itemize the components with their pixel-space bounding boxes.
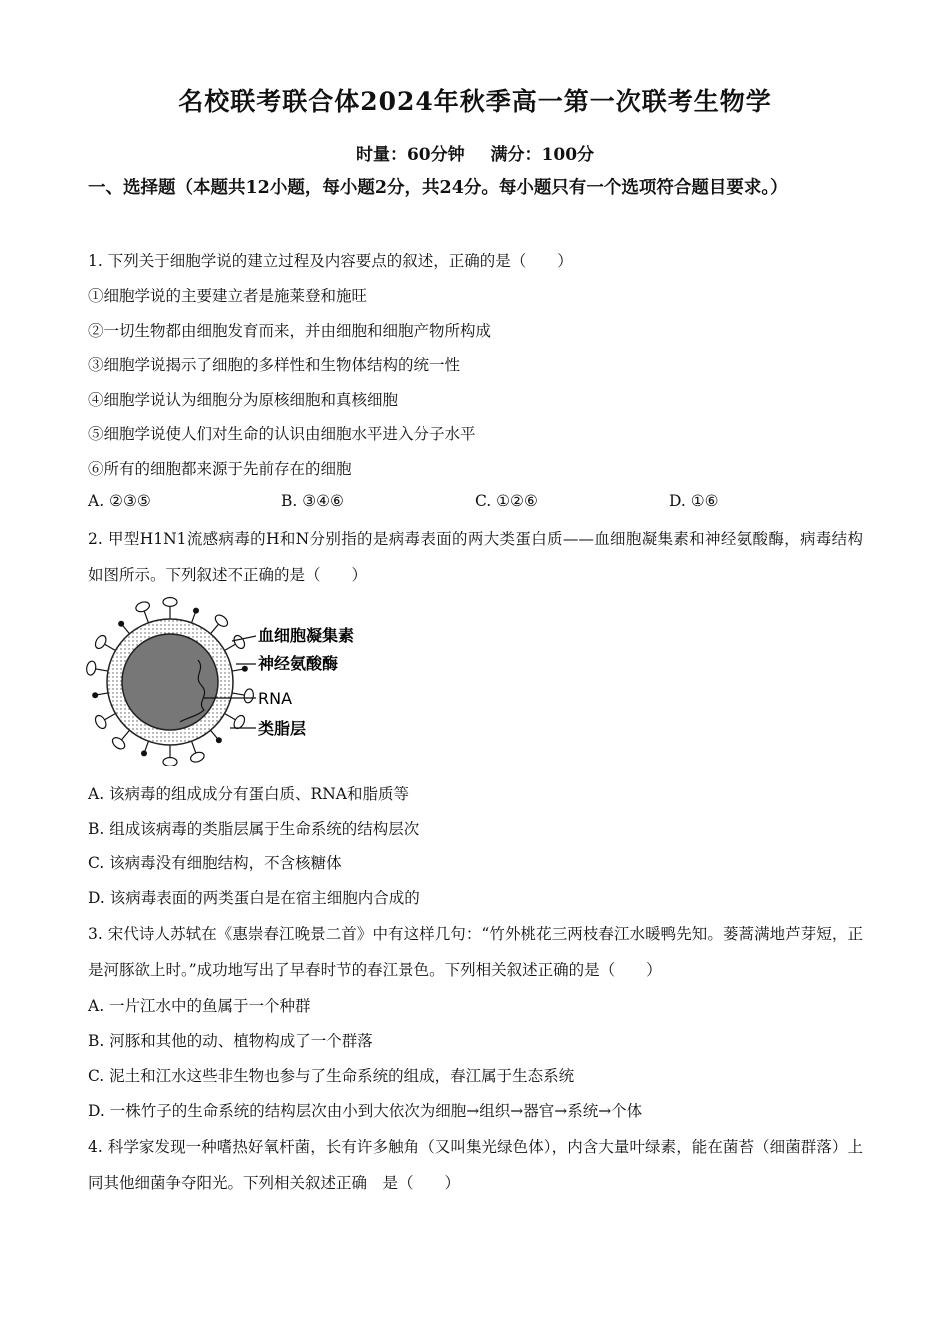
neuraminidase-spike	[216, 737, 222, 743]
q1-statement: ⑥所有的细胞都来源于先前存在的细胞	[88, 460, 352, 478]
q3-option-a[interactable]: A. 一片江水中的鱼属于一个种群	[88, 997, 311, 1015]
q2-option-a[interactable]: A. 该病毒的组成成分有蛋白质、RNA和脂质等	[88, 785, 409, 803]
hemagglutinin-spike	[163, 598, 177, 607]
hemagglutinin-spike	[93, 714, 108, 731]
q1-stem: 1. 下列关于细胞学说的建立过程及内容要点的叙述，正确的是（ ）	[88, 252, 573, 270]
neuraminidase-spike	[242, 666, 248, 672]
label-rna: RNA	[258, 689, 293, 708]
hemagglutinin-spike	[243, 688, 254, 703]
hemagglutinin-spike	[163, 758, 177, 767]
q1-option-b[interactable]: B. ③④⑥	[281, 492, 344, 510]
q1-statement: ⑤细胞学说使人们对生命的认识由细胞水平进入分子水平	[88, 425, 476, 443]
section-heading: 一、选择题（本题共12小题，每小题2分，共24分。每小题只有一个选项符合题目要求。）	[88, 178, 788, 198]
q4-stem: 4. 科学家发现一种嗜热好氧杆菌，长有许多触角（又叫集光绿色体），内含大量叶绿素，能在菌苔（细菌群落）上同其他细菌争夺阳光。下列相关叙述正确 是（ ）	[88, 1138, 863, 1192]
hemagglutinin-spike	[189, 751, 205, 764]
hemagglutinin-spike	[110, 735, 127, 751]
spike-stalk	[121, 730, 129, 740]
hemagglutinin-spike	[232, 634, 247, 651]
q2-option-c[interactable]: C. 该病毒没有细胞结构，不含核糖体	[88, 854, 342, 872]
time-limit: 时量：60分钟	[355, 145, 465, 165]
spike-stalk	[232, 693, 245, 695]
neuraminidase-spike	[193, 608, 199, 614]
virus-diagram	[80, 596, 380, 766]
q3-stem: 3. 宋代诗人苏轼在《惠崇春江晚景二首》中有这样几句：“竹外桃花三两枝春江水暖鸭先知。蒌蒿满地芦芽短，正是河豚欲上时。”成功地写出了早春时节的春江景色。下列相关叙述正确的是（ ）	[88, 925, 863, 979]
spike-stalk	[210, 624, 218, 634]
page-title: 名校联考联合体2024年秋季高一第一次联考生物学	[178, 87, 772, 116]
spike-stalk	[104, 714, 115, 721]
virus-structure-figure	[80, 596, 380, 766]
label-neuraminidase: 神经氨酸酶	[258, 654, 339, 673]
neuraminidase-spike	[118, 621, 124, 627]
q2-option-d[interactable]: D. 该病毒表面的两类蛋白是在宿主细胞内合成的	[88, 889, 420, 907]
q1-statement: ②一切生物都由细胞发育而来，并由细胞和细胞产物所构成	[88, 322, 492, 340]
q1-options	[88, 492, 868, 514]
neuraminidase-spike	[92, 692, 98, 698]
label-lipid-layer: 类脂层	[258, 719, 307, 738]
spike-stalk	[144, 611, 148, 623]
q2-stem: 2. 甲型H1N1流感病毒的H和N分别指的是病毒表面的两大类蛋白质——血细胞凝集素和神经氨酸酶，病毒结构如图所示。下列叙述不正确的是（ ）	[88, 530, 863, 584]
spike-stalk	[225, 714, 236, 721]
q1-statement: ①细胞学说的主要建立者是施莱登和施旺	[88, 287, 368, 305]
q3-option-d[interactable]: D. 一株竹子的生命系统的结构层次由小到大依次为细胞→组织→器官→系统→个体	[88, 1102, 643, 1120]
q1-option-d[interactable]: D. ①⑥	[669, 492, 719, 510]
q1-statement: ③细胞学说揭示了细胞的多样性和生物体结构的统一性	[88, 356, 461, 374]
q1-option-a[interactable]: A. ②③⑤	[88, 492, 151, 510]
hemagglutinin-spike	[86, 660, 97, 675]
core-shape	[122, 634, 218, 730]
spike-stalk	[192, 741, 196, 753]
q1-option-c[interactable]: C. ①②⑥	[475, 492, 538, 510]
spike-stalk	[95, 669, 108, 671]
q2-option-b[interactable]: B. 组成该病毒的类脂层属于生命系统的结构层次	[88, 820, 420, 838]
q1-statement: ④细胞学说认为细胞分为原核细胞和真核细胞	[88, 391, 399, 409]
q3-option-b[interactable]: B. 河豚和其他的动、植物构成了一个群落	[88, 1032, 373, 1050]
full-score: 满分：100分	[490, 145, 595, 165]
hemagglutinin-spike	[213, 613, 230, 629]
q3-option-c[interactable]: C. 泥土和江水这些非生物也参与了生命系统的组成，春江属于生态系统	[88, 1067, 575, 1085]
neuraminidase-spike	[141, 750, 147, 756]
spike-stalk	[225, 644, 236, 651]
label-hemagglutinin: 血细胞凝集素	[258, 626, 355, 645]
spike-stalk	[104, 644, 115, 651]
hemagglutinin-spike	[93, 634, 108, 651]
hemagglutinin-spike	[135, 600, 151, 613]
exam-meta	[0, 140, 950, 165]
